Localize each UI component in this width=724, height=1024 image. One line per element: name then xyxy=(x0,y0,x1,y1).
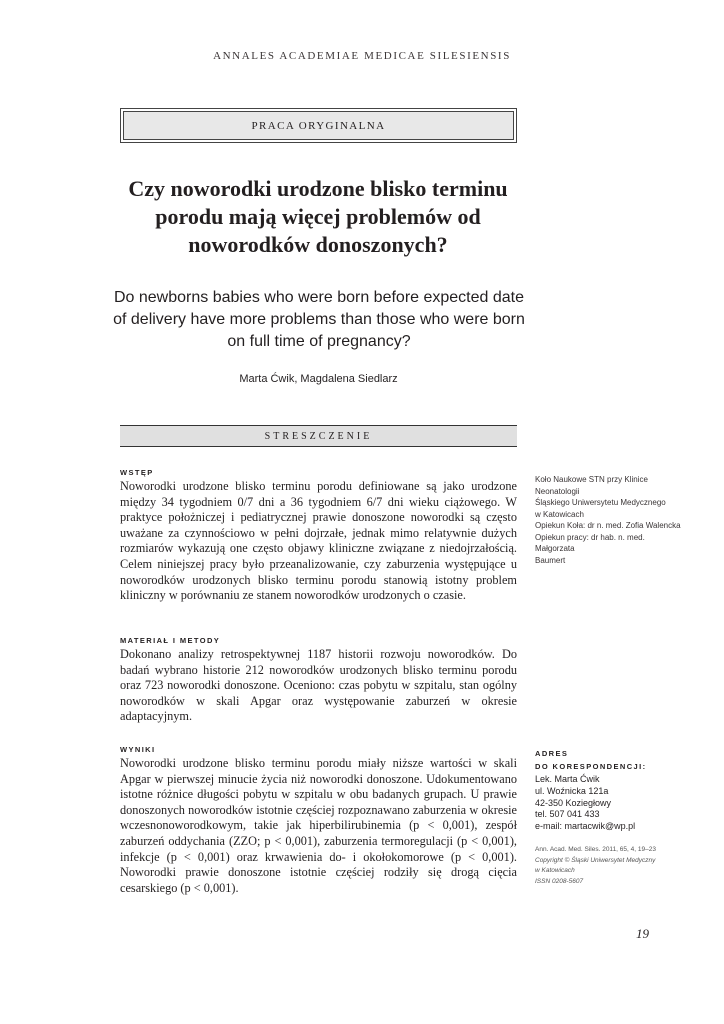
citation-copyright: w Katowicach xyxy=(535,867,575,874)
correspondence-heading-line: ADRES xyxy=(535,749,569,758)
affiliation-line: Opiekun pracy: dr hab. n. med. Małgorzata xyxy=(535,532,645,553)
methods-heading: MATERIAŁ I METODY xyxy=(120,636,221,645)
affiliation-line: Opiekun Koła: dr n. med. Zofia Walencka xyxy=(535,521,681,530)
article-type: PRACA ORYGINALNA xyxy=(123,111,514,140)
page-number: 19 xyxy=(636,926,649,941)
citation-issn: ISSN 0208-5607 xyxy=(535,877,584,885)
correspondence-heading-line: DO KORESPONDENCJI: xyxy=(535,762,647,771)
citation-ref: Ann. Acad. Med. Siles. 2011, 65, 4, 19–23 xyxy=(535,846,656,853)
citation-copyright: Copyright © Śląski Uniwersytet Medyczny xyxy=(535,856,656,864)
affiliation xyxy=(535,474,685,566)
affiliation-line: Śląskiego Uniwersytetu Medycznego xyxy=(535,498,666,507)
methods-text: Dokonano analizy retrospektywnej 1187 historii rozwoju noworodków. Do badań wybrano historie 212 noworodków urodzonych blisko terminu porodu oraz 723 noworodki donoszone. Oceniono: czas pobytu w szpitalu, stan ogólny noworodków w skali Apgar oraz występowanie zaburzeń w okresie adaptacyjnym. xyxy=(120,647,517,724)
correspondence-phone: tel. 507 041 433 xyxy=(535,809,600,820)
correspondence-email: e-mail: martacwik@wp.pl xyxy=(535,821,636,832)
affiliation-line: Baumert xyxy=(535,555,566,565)
article-authors: Marta Ćwik, Magdalena Siedlarz xyxy=(239,373,398,385)
abstract-intro xyxy=(120,468,517,604)
article-title-polish: Czy noworodki urodzone blisko terminu porodu mają więcej problemów od noworodków donoszonych? xyxy=(128,176,508,257)
abstract-section-bar: STRESZCZENIE xyxy=(120,425,517,447)
results-text: Noworodki urodzone blisko terminu porodu miały niższe wartości w skali Apgar w pierwszej minucie życia niż noworodki donoszone. Udokumentowano istotne różnice długości pobytu w szpitalu w obu badanych grupach. U prawie donoszonych noworodków istotnie częściej rozpoznawano zaburzenia w okresie wczesnonoworodkowym, takie jak hiperbilirubinemia (p < 0,001), zespół zaburzeń oddychania (ZZO; p < 0,001), zaburzenia termoregulacji (p < 0,001), infekcje (p < 0,001) oraz krwawienia do- i okołokomorowe (p < 0,001). Noworodki prawie donoszone istotnie częściej rodziły się drogą cięcia cesarskiego (p < 0,001). xyxy=(120,756,517,895)
correspondence-city: 42-350 Koziegłowy xyxy=(535,797,612,808)
affiliation-line: Koło Naukowe STN przy Klinice Neonatologii xyxy=(535,475,648,496)
intro-heading: WSTĘP xyxy=(120,468,154,477)
correspondence-heading xyxy=(535,747,685,773)
citation xyxy=(535,845,685,887)
intro-text: Noworodki urodzone blisko terminu porodu definiowane są jako urodzone między 34 tygodniem 0/7 dni a 36 tygodniem 6/7 dni wieku ciążowego. W praktyce położniczej i pediatrycznej prawie donoszone noworodki są często uważane za czynnościowo w pełni dojrzałe, jednak mimo relatywnie dużych rozmiarów wykazują one często objawy kliniczne związane z niedojrzałością. Celem niniejszej pracy było przeanalizowanie, czy zaburzenia występujące u noworodków urodzonych blisko terminu porodu stanowią istotny problem kliniczny w porównaniu ze stanem noworodków urodzonych o czasie. xyxy=(120,479,517,603)
correspondence-street: ul. Woźnicka 121a xyxy=(535,785,609,796)
abstract-methods xyxy=(120,636,517,725)
article-title-english: Do newborns babies who were born before expected date of delivery have more problems than those who were born on full time of pregnancy? xyxy=(113,289,525,350)
journal-name: ANNALES ACADEMIAE MEDICAE SILESIENSIS xyxy=(213,50,511,62)
article-type-box xyxy=(120,108,517,143)
correspondence-address xyxy=(535,774,685,833)
abstract-results xyxy=(120,745,517,896)
results-heading: WYNIKI xyxy=(120,745,156,754)
correspondence-name: Lek. Marta Ćwik xyxy=(535,774,600,784)
affiliation-line: w Katowicach xyxy=(535,509,584,519)
